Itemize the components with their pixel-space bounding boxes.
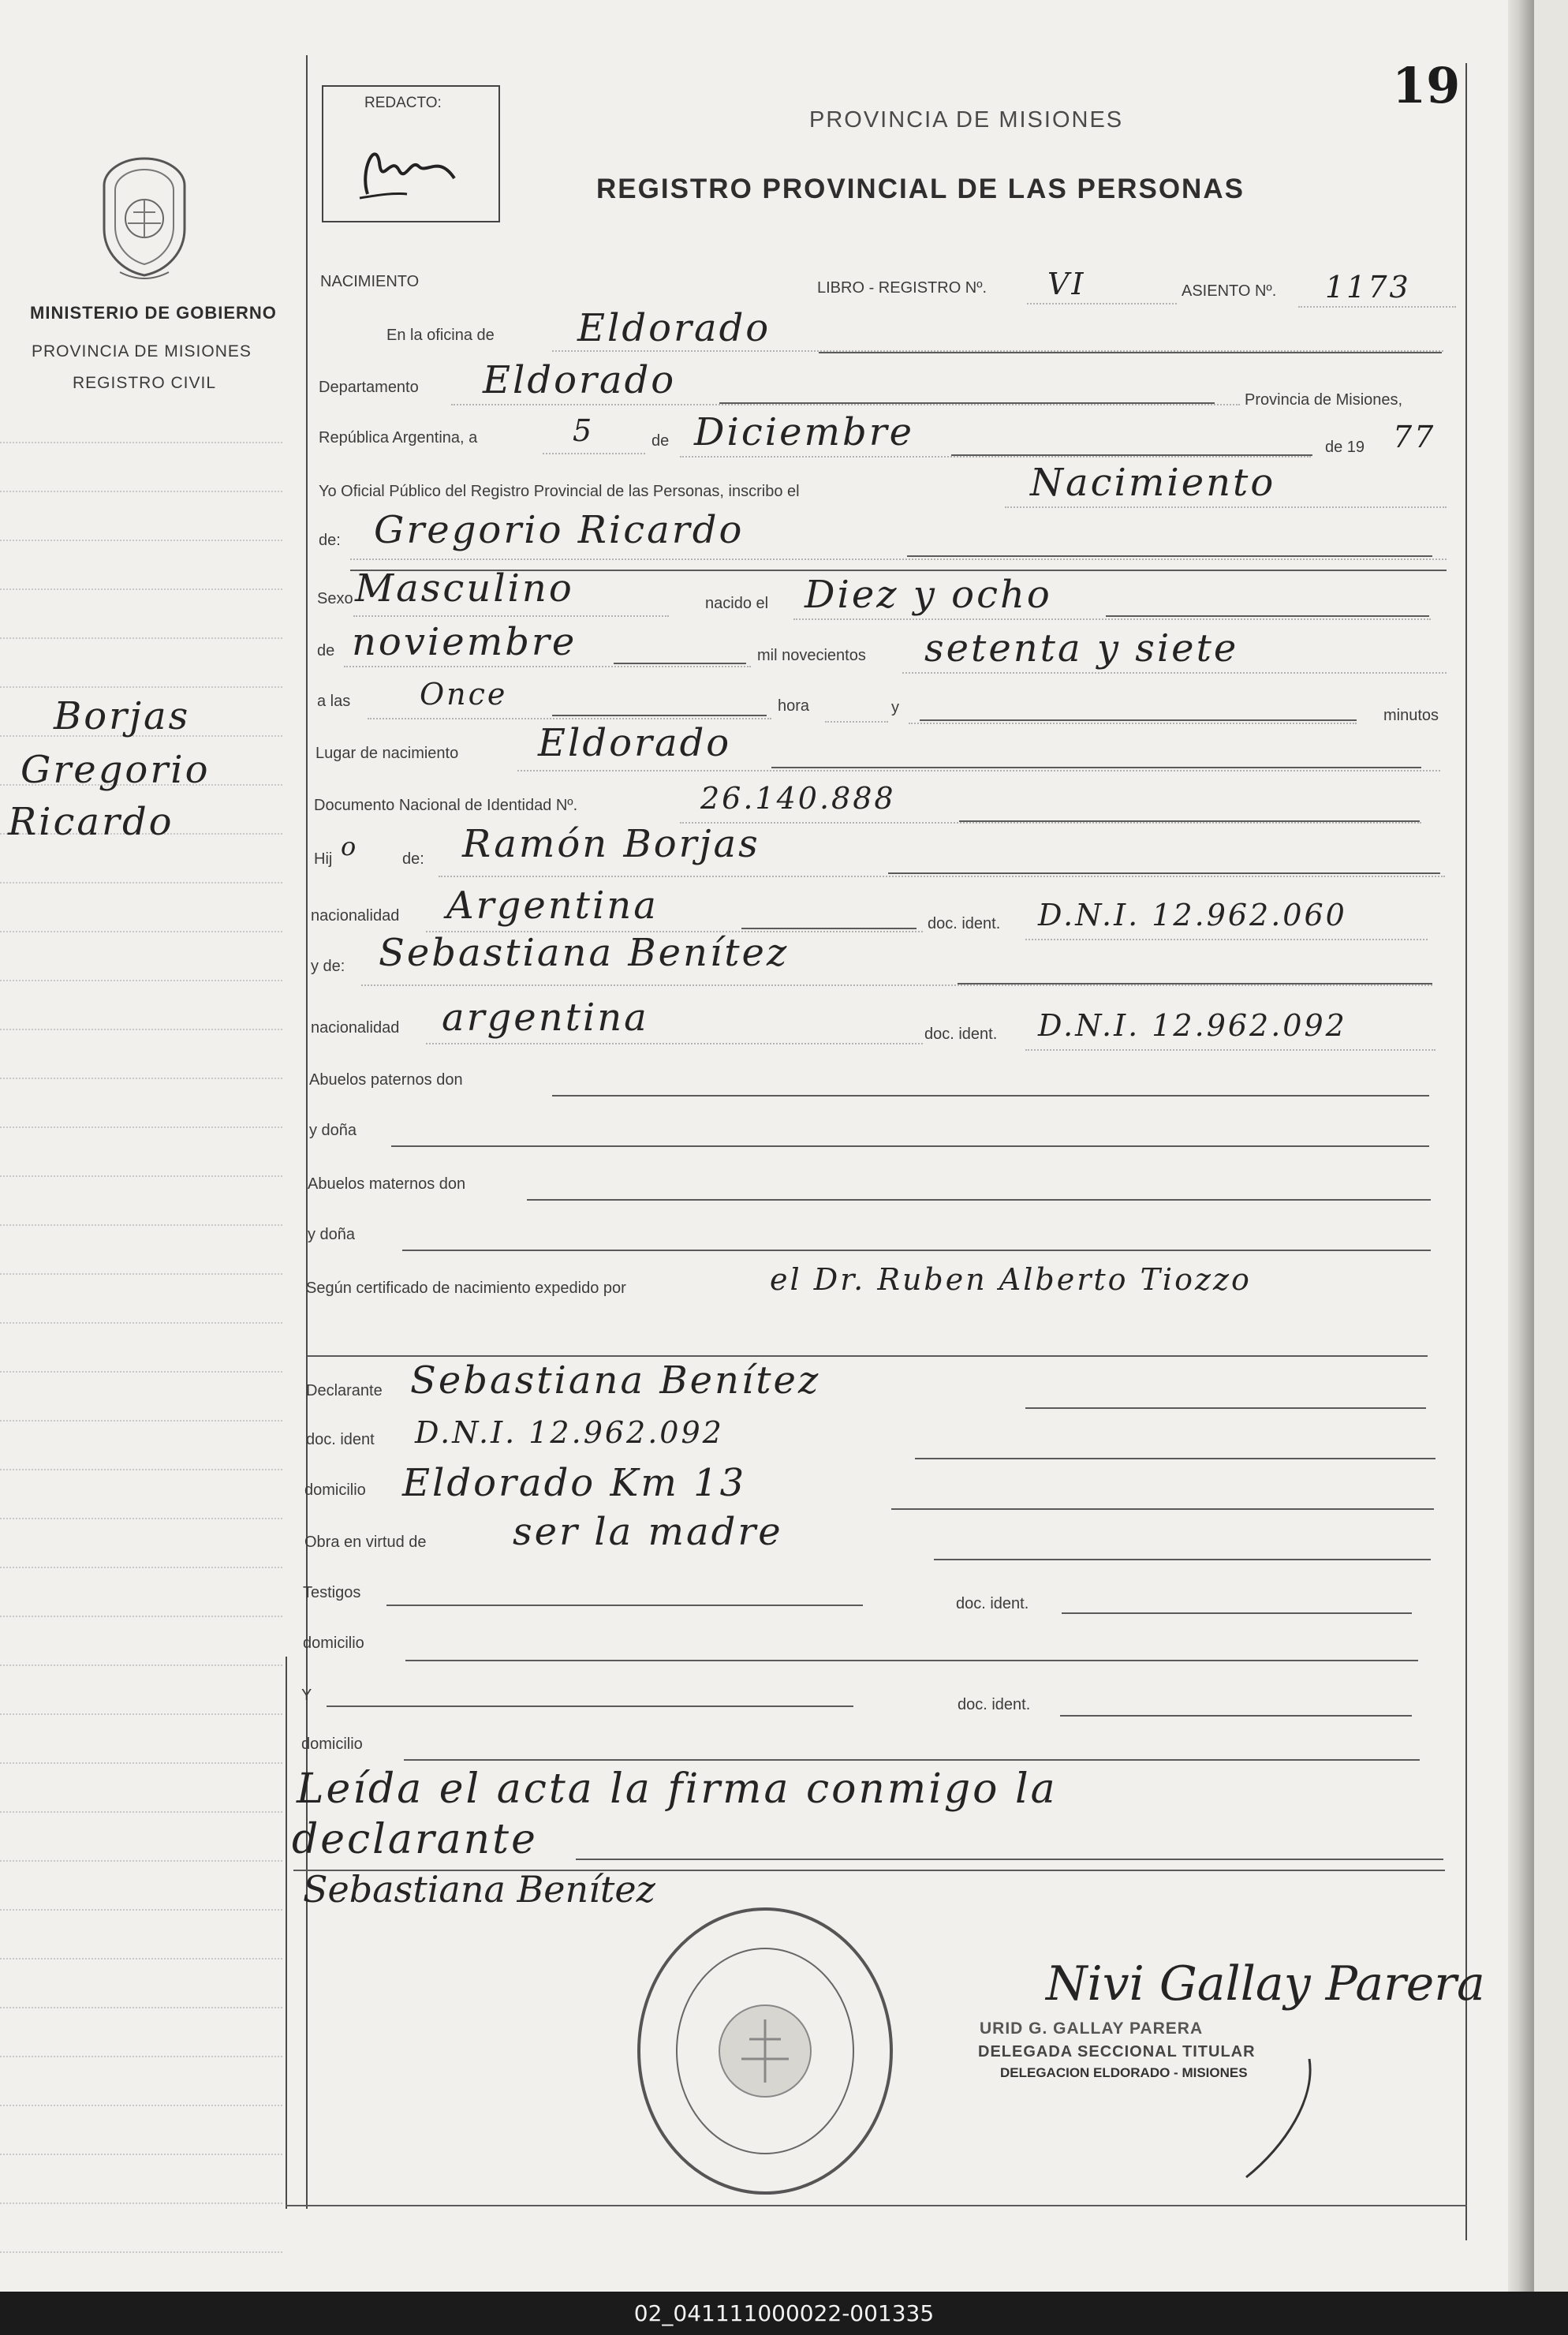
dni-label: Documento Nacional de Identidad Nº. [314, 797, 578, 814]
margin-rule [0, 1224, 282, 1226]
margin-rule [0, 1420, 282, 1422]
nacionalidad-2-value: argentina [442, 996, 649, 1040]
year-value: 77 [1393, 420, 1436, 454]
lugar-label: Lugar de nacimiento [315, 745, 459, 762]
redacto-label: REDACTO: [364, 95, 442, 111]
nacionalidad-1-label: nacionalidad [311, 907, 400, 925]
margin-rule [0, 1567, 282, 1568]
doc-ident-1-value: D.N.I. 12.962.060 [1038, 898, 1347, 932]
margin-province-label: PROVINCIA DE MISIONES [32, 342, 252, 361]
margin-rule [0, 1029, 282, 1030]
mother-value: Sebastiana Benítez [379, 931, 790, 975]
margin-rule [0, 1664, 282, 1666]
bottom-frame-line [286, 2205, 1467, 2206]
inscribo-value: Nacimiento [1030, 461, 1276, 505]
margin-rule [0, 2105, 282, 2106]
left-frame-line-lower [286, 1657, 287, 2209]
margin-rule [0, 1273, 282, 1275]
margin-rule [0, 2007, 282, 2008]
margin-note-second-name: Ricardo [8, 800, 174, 844]
sexo-label: Sexo [317, 590, 353, 607]
doc-ident-2-value: D.N.I. 12.962.092 [1038, 1008, 1347, 1043]
month-value: Diciembre [694, 410, 915, 454]
record-type-label: NACIMIENTO [320, 273, 420, 290]
margin-rule [0, 1322, 282, 1324]
abuelos-paternos-label: Abuelos paternos don [309, 1071, 463, 1089]
doc-ident-label: doc. ident [306, 1431, 375, 1448]
margin-rule [0, 1469, 282, 1470]
margin-rule [0, 882, 282, 884]
margin-rule [0, 1762, 282, 1764]
de-label: de [651, 432, 670, 450]
mil-novecientos-label: mil novecientos [757, 647, 866, 664]
margin-note-first-name: Gregorio [21, 748, 211, 792]
margin-rule [0, 540, 282, 541]
asiento-label: ASIENTO Nº. [1182, 282, 1277, 300]
asiento-value: 1173 [1325, 270, 1411, 304]
official-signature: Nivi Gallay Parera [1046, 1956, 1485, 2012]
margin-rule [0, 1175, 282, 1177]
oficina-value: Eldorado [577, 306, 771, 350]
departamento-value: Eldorado [483, 358, 677, 402]
father-value: Ramón Borjas [462, 822, 760, 866]
segun-certificado-value: el Dr. Ruben Alberto Tiozzo [770, 1262, 1252, 1297]
margin-rule [0, 1078, 282, 1079]
sexo-value: Masculino [355, 566, 574, 611]
redacto-box [322, 85, 500, 222]
departamento-label: Departamento [319, 379, 419, 396]
margin-rule [0, 1958, 282, 1960]
margin-rule [0, 980, 282, 981]
obra-en-virtud-value: ser la madre [513, 1510, 783, 1554]
day-value: 5 [573, 413, 595, 448]
testigos-label: Testigos [303, 1584, 361, 1601]
margin-rule [0, 686, 282, 688]
margin-rule [0, 1860, 282, 1862]
obra-en-virtud-label: Obra en virtud de [304, 1534, 427, 1551]
margin-rule [0, 2154, 282, 2155]
signature-flourish-icon [1230, 2051, 1325, 2193]
province-seal-icon [96, 154, 192, 280]
birth-month-value: noviembre [352, 620, 577, 664]
lugar-value: Eldorado [538, 721, 732, 765]
doc-ident-1-label: doc. ident. [928, 915, 1001, 932]
margin-rule [0, 1909, 282, 1911]
dni-value: 26.140.888 [700, 781, 896, 816]
closing-line-1: Leída el acta la firma conmigo la [297, 1765, 1058, 1813]
mil-novecientos-value: setenta y siete [924, 626, 1239, 671]
hora-value: Once [420, 677, 508, 712]
inscribo-label: Yo Oficial Público del Registro Provincial de las Personas, inscribo el [319, 483, 800, 500]
libro-value: VI [1047, 267, 1086, 301]
margin-rule [0, 2251, 282, 2253]
segun-certificado-label: Según certificado de nacimiento expedido por [306, 1280, 626, 1297]
provincia-label: Provincia de Misiones, [1245, 391, 1403, 409]
nacido-label: nacido el [705, 595, 769, 612]
name-value: Gregorio Ricardo [374, 508, 745, 552]
ministry-label: MINISTERIO DE GOBIERNO [30, 303, 277, 323]
margin-rule [0, 588, 282, 590]
hora-label: hora [778, 697, 810, 715]
doc-ident-value: D.N.I. 12.962.092 [415, 1415, 724, 1450]
y-dona-1-label: y doña [309, 1122, 357, 1139]
nacionalidad-2-label: nacionalidad [311, 1019, 400, 1037]
testigos-doc-ident-label: doc. ident. [956, 1595, 1029, 1612]
oficina-label: En la oficina de [386, 327, 495, 344]
y-dona-2-label: y doña [308, 1226, 356, 1243]
redacto-initials-icon [344, 123, 470, 210]
y-label: y [891, 699, 899, 716]
domicilio-3-label: domicilio [301, 1735, 363, 1753]
y-2-doc-ident-label: doc. ident. [958, 1696, 1031, 1713]
margin-rule [0, 2202, 282, 2204]
de-19-label: de 19 [1325, 439, 1365, 456]
official-name: URID G. GALLAY PARERA [980, 2019, 1204, 2038]
margin-rule [0, 637, 282, 639]
abuelos-maternos-label: Abuelos maternos don [308, 1175, 466, 1193]
margin-rule [0, 1126, 282, 1128]
margin-note-surname: Borjas [54, 694, 191, 738]
a-las-label: a las [317, 693, 351, 710]
civil-registry-label: REGISTRO CIVIL [73, 374, 217, 392]
domicilio-value: Eldorado Km 13 [402, 1461, 747, 1505]
de-name-label: de: [319, 532, 341, 549]
margin-rule [0, 1518, 282, 1519]
margin-rule [0, 1371, 282, 1373]
hijo-de-label: de: [402, 850, 424, 868]
closing-line-2: declarante [292, 1816, 538, 1863]
margin-rule [0, 2056, 282, 2057]
official-office: DELEGACION ELDORADO - MISIONES [1000, 2065, 1248, 2080]
libro-label: LIBRO - REGISTRO Nº. [817, 279, 987, 297]
y-2-label: Y [301, 1687, 312, 1704]
footer-code: 02_041111000022-001335 [0, 2292, 1568, 2335]
nacido-value: Diez y ocho [805, 573, 1052, 617]
domicilio-label: domicilio [304, 1481, 366, 1499]
header-registry-title: REGISTRO PROVINCIAL DE LAS PERSONAS [596, 174, 1245, 204]
nacionalidad-1-value: Argentina [446, 884, 659, 928]
republica-label: República Argentina, a [319, 429, 478, 446]
domicilio-2-label: domicilio [303, 1634, 364, 1652]
margin-rule [0, 1616, 282, 1617]
margin-rule [0, 1811, 282, 1813]
official-title: DELEGADA SECCIONAL TITULAR [978, 2043, 1256, 2060]
margin-rule [0, 931, 282, 932]
hijo-label: Hij [314, 850, 333, 868]
y-de-label: y de: [311, 958, 345, 975]
de-month-label: de [317, 642, 335, 659]
margin-rule [0, 442, 282, 443]
registry-stamp-icon [631, 1901, 899, 2201]
margin-rule [0, 491, 282, 492]
page-edge [1508, 0, 1534, 2292]
declarant-signature: Sebastiana Benítez [303, 1868, 655, 1911]
declarante-label: Declarante [306, 1382, 383, 1399]
declarante-value: Sebastiana Benítez [410, 1358, 821, 1403]
doc-ident-2-label: doc. ident. [924, 1026, 998, 1043]
hijo-suffix: o [341, 831, 359, 861]
right-frame-line [1465, 63, 1467, 2240]
header-province-title: PROVINCIA DE MISIONES [809, 107, 1124, 133]
page-number: 19 [1392, 57, 1461, 114]
minutos-label: minutos [1383, 707, 1439, 724]
margin-rule [0, 1713, 282, 1715]
